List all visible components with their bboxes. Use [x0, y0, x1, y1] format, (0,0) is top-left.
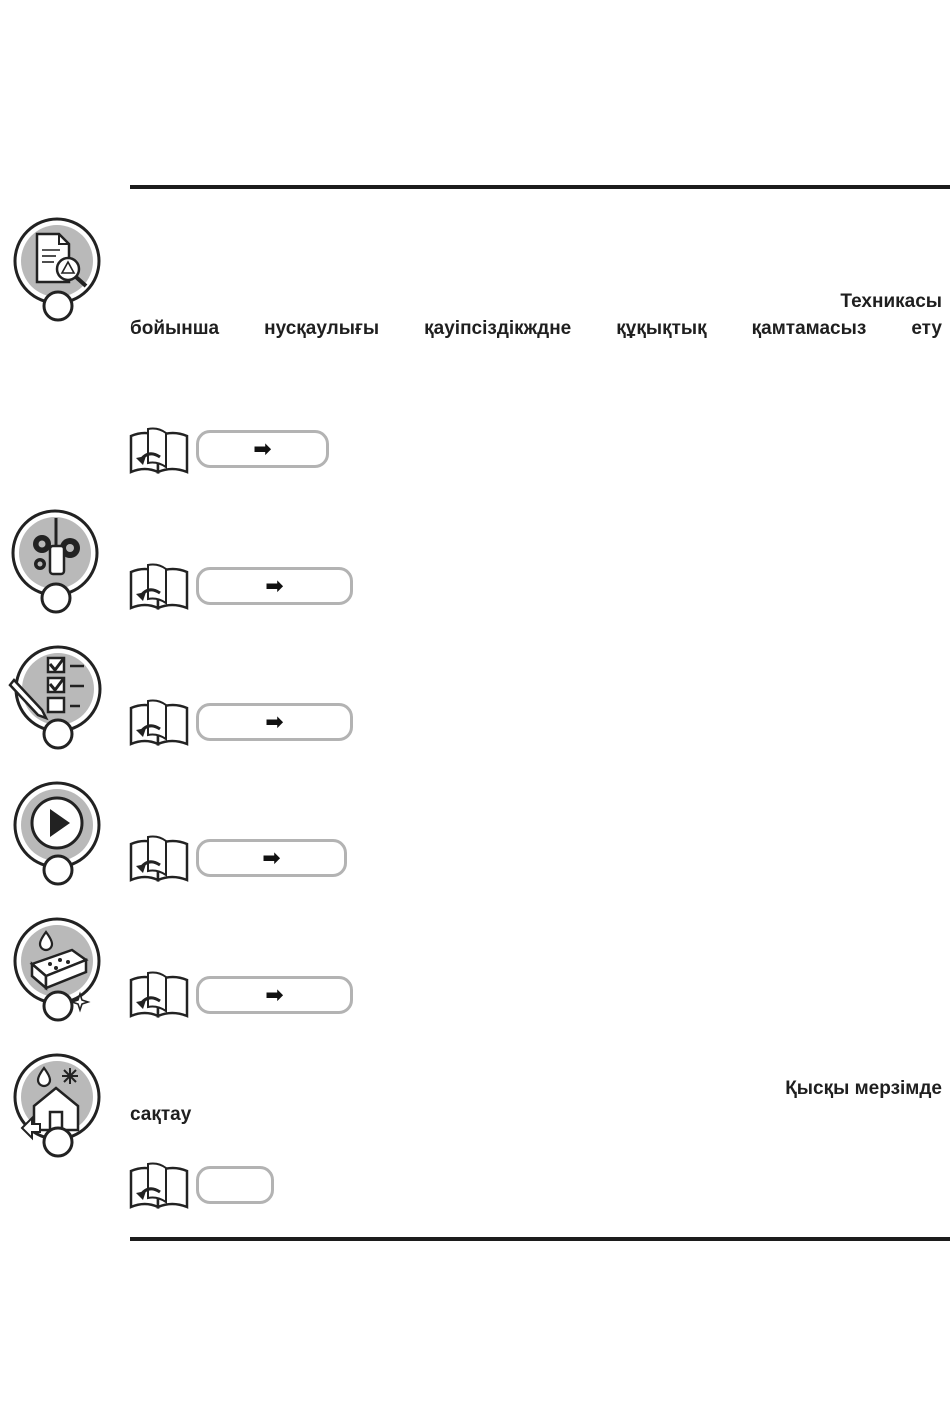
book-icon	[128, 698, 190, 748]
house-winter-icon	[12, 1050, 104, 1162]
sponge-cleaning-icon	[12, 914, 104, 1026]
arrow-right-icon: ➡	[253, 436, 272, 461]
page-reference[interactable]	[196, 430, 329, 468]
play-icon	[12, 778, 104, 890]
top-divider	[130, 185, 950, 189]
section-1-heading: Техникасы	[840, 291, 942, 312]
page-reference[interactable]	[196, 703, 353, 741]
section-1-body-line	[130, 318, 942, 340]
checklist-pen-icon	[8, 642, 104, 754]
page-reference[interactable]	[196, 839, 347, 877]
document-warning-icon	[12, 214, 104, 326]
page-reference[interactable]	[196, 1166, 274, 1204]
book-icon	[128, 562, 190, 612]
book-icon	[128, 970, 190, 1020]
arrow-right-icon: ➡	[265, 573, 284, 598]
body-word: құқықтық	[616, 318, 707, 339]
arrow-right-icon: ➡	[265, 982, 284, 1007]
gears-screwdriver-icon	[10, 506, 102, 618]
arrow-right-icon: ➡	[265, 709, 284, 734]
book-icon	[128, 1161, 190, 1211]
page-reference[interactable]	[196, 567, 353, 605]
arrow-right-icon: ➡	[262, 845, 281, 870]
page-reference[interactable]	[196, 976, 353, 1014]
body-word: бойынша	[130, 318, 220, 339]
section-6-heading-second-line: сақтау	[130, 1104, 192, 1125]
body-word: ету	[911, 318, 942, 339]
body-word: нусқаулығы	[264, 318, 380, 339]
section-6-heading: Қысқы мерзімде	[785, 1078, 942, 1099]
body-word: қауіпсіздікждне	[424, 318, 572, 339]
body-word: қамтамасыз	[751, 318, 867, 339]
book-icon	[128, 834, 190, 884]
book-icon	[128, 426, 190, 476]
bottom-divider	[130, 1237, 950, 1241]
